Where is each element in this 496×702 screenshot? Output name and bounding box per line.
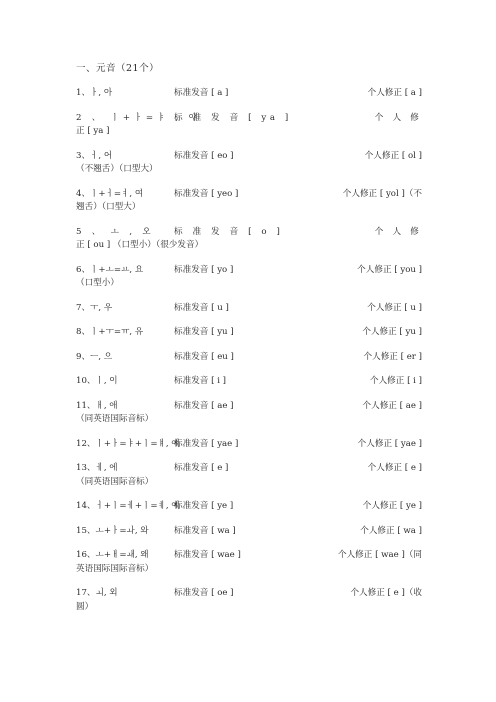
vowel-entry (76, 438, 422, 452)
personal-correction: 个人修正 [ yae ] (357, 438, 422, 449)
vowel-note: 正 [ ya ] (76, 126, 110, 136)
vowel-note: （不翘舌）（口型大） (76, 164, 158, 174)
vowel-note: （口型小） (76, 278, 119, 288)
personal-correction: 个人修正 [ a ] (367, 88, 422, 98)
personal-correction: 个人修正 [ i ] (369, 376, 422, 386)
vowel-note: （同英语国际音标） (76, 414, 154, 424)
vowel-entry-row (76, 264, 422, 278)
vowel-label: 2 、 ㅣ+ㅏ=ㅑ , 야 (76, 112, 201, 123)
vowel-label: 7、ㅜ, 우 (76, 302, 113, 313)
vowel-note: 圆） (76, 601, 94, 612)
section-heading: 一、元音（21个） (76, 63, 160, 74)
standard-pronunciation: 标准发音 [ wa ] (174, 525, 236, 536)
vowel-label: 13、ㅔ, 에 (76, 463, 118, 473)
vowel-label: 9、ㅡ, 으 (76, 351, 113, 362)
personal-correction: 个人修正 [ yol ]（不 (342, 188, 422, 199)
vowel-entry-row (76, 150, 422, 164)
vowel-label: 11、ㅐ, 애 (76, 400, 118, 411)
standard-pronunciation: 标准发音 [ wae ] (174, 550, 241, 560)
vowel-label: 16、ㅗ+ㅐ=ㅙ, 왜 (76, 550, 149, 560)
vowel-entry-row (76, 375, 422, 389)
standard-pronunciation: 标准发音 [ a ] (174, 88, 229, 98)
vowel-label: 17、ㅚ, 외 (76, 588, 118, 598)
vowel-label: 15、ㅗ+ㅏ=ㅘ, 와 (76, 525, 149, 536)
vowel-entry (76, 587, 422, 614)
personal-correction: 个人修正 [ er ] (363, 351, 422, 362)
standard-pronunciation: 标准发音 [ u ] (174, 302, 229, 313)
vowel-entry-row (76, 112, 422, 126)
vowel-entry-row (76, 549, 422, 563)
vowel-label: 12、ㅣ+ㅏ=ㅑ+ㅣ=ㅒ, 얘 (76, 438, 180, 449)
personal-correction: 个人修正 [ wae ]（同 (337, 550, 422, 560)
personal-correction: 个人修正 [ wa ] (360, 525, 422, 536)
vowel-entry-row (76, 525, 422, 539)
standard-pronunciation: 标准发音 [ eo ] (174, 150, 234, 161)
vowel-entry (76, 226, 422, 253)
personal-correction: 个人修正 [ you ] (357, 264, 422, 275)
standard-pronunciation: 标准发音 [ ae ] (174, 400, 234, 411)
vowel-entry-row (76, 462, 422, 476)
personal-correction: 个人修正 [ ye ] (362, 501, 422, 511)
personal-correction: 个人修正 [ ol ] (364, 150, 422, 161)
vowel-entry-row (76, 587, 422, 601)
vowel-label: 4、ㅣ+ㅓ=ㅕ, 여 (76, 188, 144, 199)
standard-pronunciation: 标 准 发 音 [ o ] (174, 226, 284, 237)
vowel-entry-row (76, 351, 422, 365)
vowel-entry (76, 150, 422, 177)
vowel-entry (76, 400, 422, 427)
vowel-label: 14、ㅓ+ㅣ=ㅔ+ㅣ=ㅖ, 예 (76, 501, 180, 511)
vowel-label: 5 、 ㅗ , 오 (76, 226, 155, 237)
standard-pronunciation: 标准发音 [ i ] (174, 376, 227, 386)
personal-correction: 个 人 修 (374, 226, 422, 237)
vowel-note: 翘舌）（口型大） (76, 202, 141, 212)
vowel-note: 英语国际国际音标） (76, 563, 154, 574)
vowel-entry (76, 302, 422, 316)
standard-pronunciation: 标准发音 [ yo ] (174, 264, 234, 275)
vowel-entry (76, 375, 422, 389)
standard-pronunciation: 标准发音 [ e ] (174, 463, 229, 473)
vowel-entry (76, 462, 422, 489)
vowel-entry-row (76, 326, 422, 340)
vowel-note: 正 [ ou ] （口型小）（很少发音） (76, 240, 204, 250)
vowel-note: （同英语国际音标） (76, 476, 154, 487)
vowel-label: 10、ㅣ, 이 (76, 376, 118, 386)
standard-pronunciation: 标准发音 [ yu ] (174, 327, 234, 337)
standard-pronunciation: 标准发音 [ oe ] (174, 588, 234, 598)
personal-correction: 个人修正 [ e ] (367, 463, 422, 473)
vowel-entry (76, 549, 422, 576)
vowel-entry-row (76, 500, 422, 514)
vowel-list (76, 87, 422, 625)
vowel-label: 6、ㅣ+ㅗ=ㅛ, 요 (76, 264, 144, 275)
personal-correction: 个人修正 [ e ]（收 (350, 588, 422, 598)
vowel-entry (76, 264, 422, 291)
vowel-entry (76, 112, 422, 139)
vowel-label: 1、ㅏ, 아 (76, 88, 113, 98)
standard-pronunciation: 标准发音 [ ye ] (174, 501, 234, 511)
standard-pronunciation: 标准发音 [ eu ] (174, 351, 234, 362)
vowel-entry-row (76, 438, 422, 452)
vowel-entry-row (76, 87, 422, 101)
vowel-label: 8、ㅣ+ㅜ=ㅠ, 유 (76, 327, 144, 337)
personal-correction: 个人修正 [ yu ] (362, 327, 422, 337)
standard-pronunciation: 标准发音 [ yeo ] (174, 188, 239, 199)
personal-correction: 个人修正 [ u ] (367, 302, 422, 313)
vowel-entry (76, 525, 422, 539)
vowel-entry (76, 188, 422, 215)
personal-correction: 个 人 修 (374, 112, 422, 123)
vowel-entry-row (76, 400, 422, 414)
vowel-entry-row (76, 188, 422, 202)
vowel-entry (76, 87, 422, 101)
vowel-entry-row (76, 226, 422, 240)
vowel-entry-row (76, 302, 422, 316)
standard-pronunciation: 标准发音 [ yae ] (174, 438, 239, 449)
vowel-entry (76, 351, 422, 365)
vowel-entry (76, 500, 422, 514)
personal-correction: 个人修正 [ ae ] (362, 400, 422, 411)
vowel-entry (76, 326, 422, 340)
standard-pronunciation: 标 准 发 音 [ ya ] (174, 112, 292, 123)
vowel-label: 3、ㅓ, 어 (76, 150, 113, 161)
